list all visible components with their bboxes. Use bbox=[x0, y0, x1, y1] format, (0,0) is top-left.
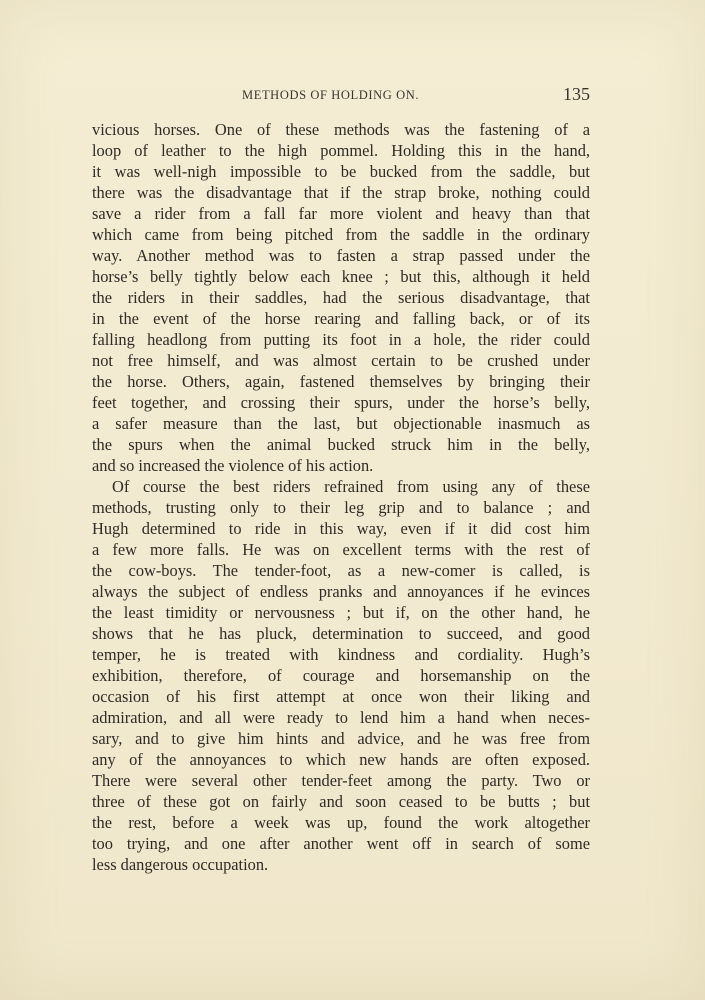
running-head bbox=[92, 84, 590, 106]
text-line: a few more falls. He was on excellent terms with the rest of bbox=[92, 540, 590, 559]
text-line: the horse. Others, again, fastened themselves by bringing their bbox=[92, 372, 590, 391]
text-line: the riders in their saddles, had the serious disadvantage, that bbox=[92, 288, 590, 307]
text-line: which came from being pitched from the saddle in the ordinary bbox=[92, 225, 590, 244]
text-line: there was the disadvantage that if the strap broke, nothing could bbox=[92, 183, 590, 202]
text-line: horse’s belly tightly below each knee ; but this, although it held bbox=[92, 267, 590, 286]
text-line: exhibition, therefore, of courage and horsemanship on the bbox=[92, 666, 590, 685]
running-title: METHODS OF HOLDING ON. bbox=[242, 88, 420, 102]
text-line: not free himself, and was almost certain to be crushed under bbox=[92, 351, 590, 370]
text-line: sary, and to give him hints and advice, and he was free from bbox=[92, 729, 590, 748]
text-line: the least timidity or nervousness ; but if, on the other hand, he bbox=[92, 603, 590, 622]
text-line: feet together, and crossing their spurs, under the horse’s belly, bbox=[92, 393, 590, 412]
text-line: and so increased the violence of his action. bbox=[92, 456, 374, 475]
text-line: always the subject of endless pranks and annoyances if he evinces bbox=[92, 582, 590, 601]
text-line: Of course the best riders refrained from using any of these bbox=[112, 477, 590, 496]
text-line: a safer measure than the last, but objectionable inasmuch as bbox=[92, 414, 590, 433]
page-number: 135 bbox=[563, 84, 590, 104]
text-line: the spurs when the animal bucked struck him in the belly, bbox=[92, 435, 590, 454]
body-text bbox=[92, 119, 590, 875]
text-line: three of these got on fairly and soon ceased to be butts ; but bbox=[92, 792, 590, 811]
text-line: in the event of the horse rearing and falling back, or of its bbox=[92, 309, 590, 328]
text-line: shows that he has pluck, determination to succeed, and good bbox=[92, 624, 590, 643]
text-line: save a rider from a fall far more violent and heavy than that bbox=[92, 204, 590, 223]
text-line: falling headlong from putting its foot in a hole, the rider could bbox=[92, 330, 590, 349]
text-line: less dangerous occupation. bbox=[92, 855, 269, 874]
text-line: too trying, and one after another went off in search of some bbox=[92, 834, 590, 853]
text-line: vicious horses. One of these methods was the fastening of a bbox=[92, 120, 590, 139]
text-line: Hugh determined to ride in this way, even if it did cost him bbox=[92, 519, 590, 538]
text-line: There were several other tender-feet among the party. Two or bbox=[92, 771, 590, 790]
text-line: temper, he is treated with kindness and cordiality. Hugh’s bbox=[92, 645, 590, 664]
paragraph bbox=[92, 476, 590, 875]
text-line: way. Another method was to fasten a strap passed under the bbox=[92, 246, 590, 265]
paragraph bbox=[92, 119, 590, 476]
text-line: it was well-nigh impossible to be bucked from the saddle, but bbox=[92, 162, 590, 181]
text-line: occasion of his first attempt at once won their liking and bbox=[92, 687, 590, 706]
text-line: any of the annoyances to which new hands are often exposed. bbox=[92, 750, 590, 769]
text-line: admiration, and all were ready to lend him a hand when neces- bbox=[92, 708, 590, 727]
text-line: the cow-boys. The tender-foot, as a new-comer is called, is bbox=[92, 561, 590, 580]
text-line: methods, trusting only to their leg grip and to balance ; and bbox=[92, 498, 590, 517]
text-line: the rest, before a week was up, found the work altogether bbox=[92, 813, 590, 832]
text-line: loop of leather to the high pommel. Holding this in the hand, bbox=[92, 141, 590, 160]
